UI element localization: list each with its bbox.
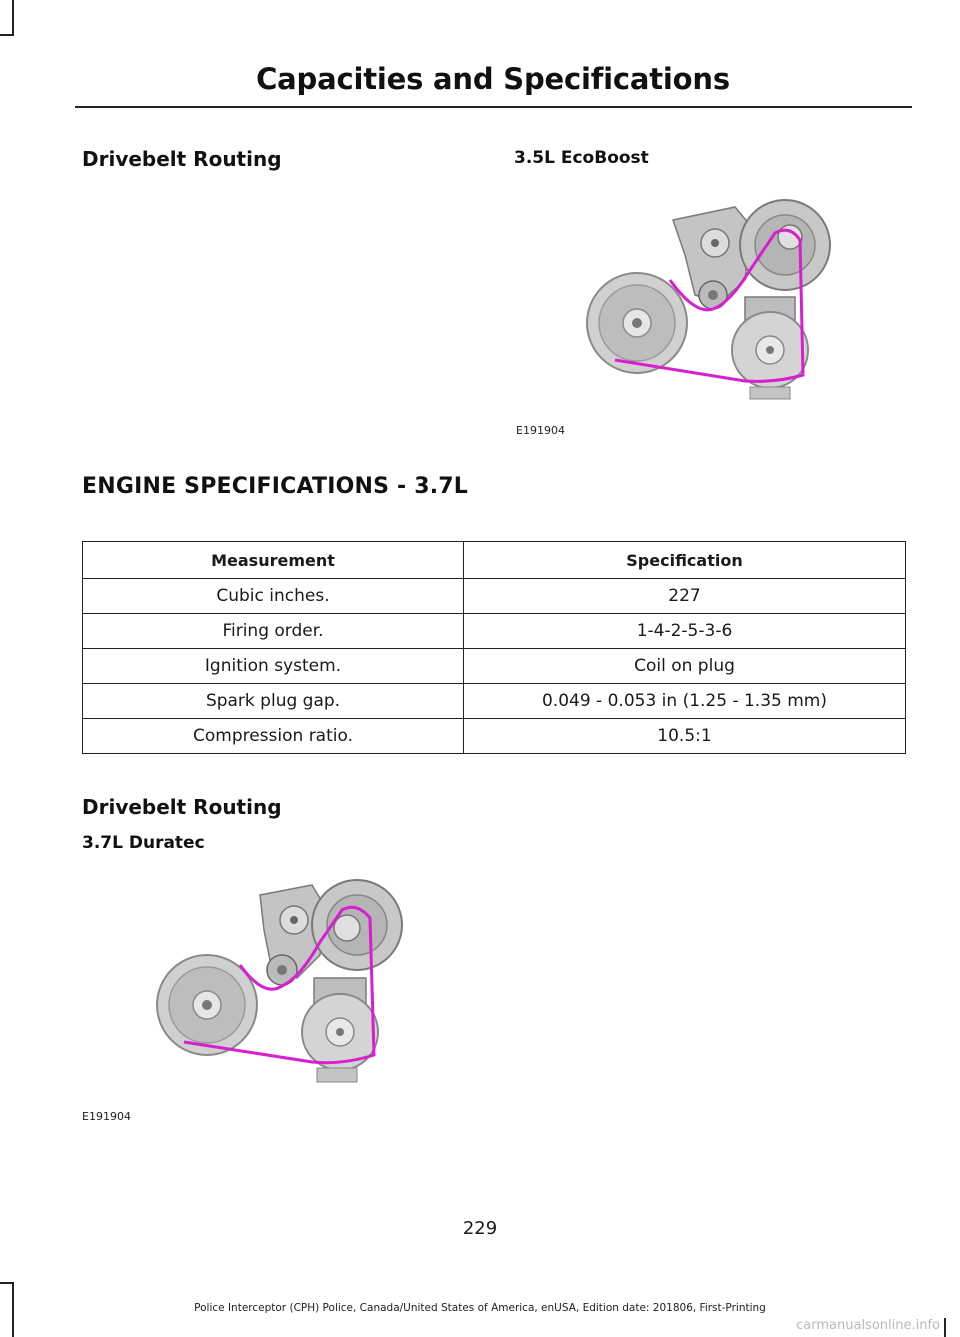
drivebelt-diagram-duratec (152, 870, 407, 1090)
engine-specs-table (82, 541, 906, 754)
page-number: 229 (462, 1218, 498, 1239)
specification-cell: 1-4-2-5-3-6 (464, 614, 906, 649)
section-heading-drivebelt-routing-2: Drivebelt Routing (82, 795, 282, 819)
crop-mark-top-left-h (0, 34, 14, 36)
crop-mark-bottom-left-h (0, 1282, 14, 1284)
edition-footer: Police Interceptor (CPH) Police, Canada/United States of America, enUSA, Edition date: 201806, First-Printing (194, 1302, 766, 1314)
figure-code-bottom: E191904 (82, 1110, 131, 1123)
column-header: Measurement (83, 542, 464, 579)
measurement-cell: Firing order. (83, 614, 464, 649)
specification-cell: 10.5:1 (464, 719, 906, 754)
table-row (83, 684, 906, 719)
crop-mark-top-left-v (12, 0, 14, 36)
specification-cell: Coil on plug (464, 649, 906, 684)
specification-cell: 0.049 - 0.053 in (1.25 - 1.35 mm) (464, 684, 906, 719)
engine-specs-title: ENGINE SPECIFICATIONS - 3.7L (82, 474, 468, 499)
measurement-cell: Cubic inches. (83, 579, 464, 614)
table-header-row (83, 542, 906, 579)
crop-mark-bottom-right-v (944, 1318, 946, 1337)
section-heading-drivebelt-routing: Drivebelt Routing (82, 147, 282, 171)
measurement-cell: Compression ratio. (83, 719, 464, 754)
header-divider (75, 106, 912, 108)
drivebelt-diagram-ecoboost (585, 185, 835, 405)
measurement-cell: Spark plug gap. (83, 684, 464, 719)
subheading-3-7l-duratec: 3.7L Duratec (82, 833, 205, 853)
table-row (83, 579, 906, 614)
table-row (83, 719, 906, 754)
subheading-3-5l-ecoboost: 3.5L EcoBoost (514, 148, 649, 168)
column-header: Specification (464, 542, 906, 579)
watermark: carmanualsonline.info (796, 1318, 940, 1333)
measurement-cell: Ignition system. (83, 649, 464, 684)
page-title: Capacities and Specifications (256, 62, 730, 96)
figure-code-top: E191904 (516, 424, 565, 437)
table-row (83, 614, 906, 649)
specification-cell: 227 (464, 579, 906, 614)
table-row (83, 649, 906, 684)
